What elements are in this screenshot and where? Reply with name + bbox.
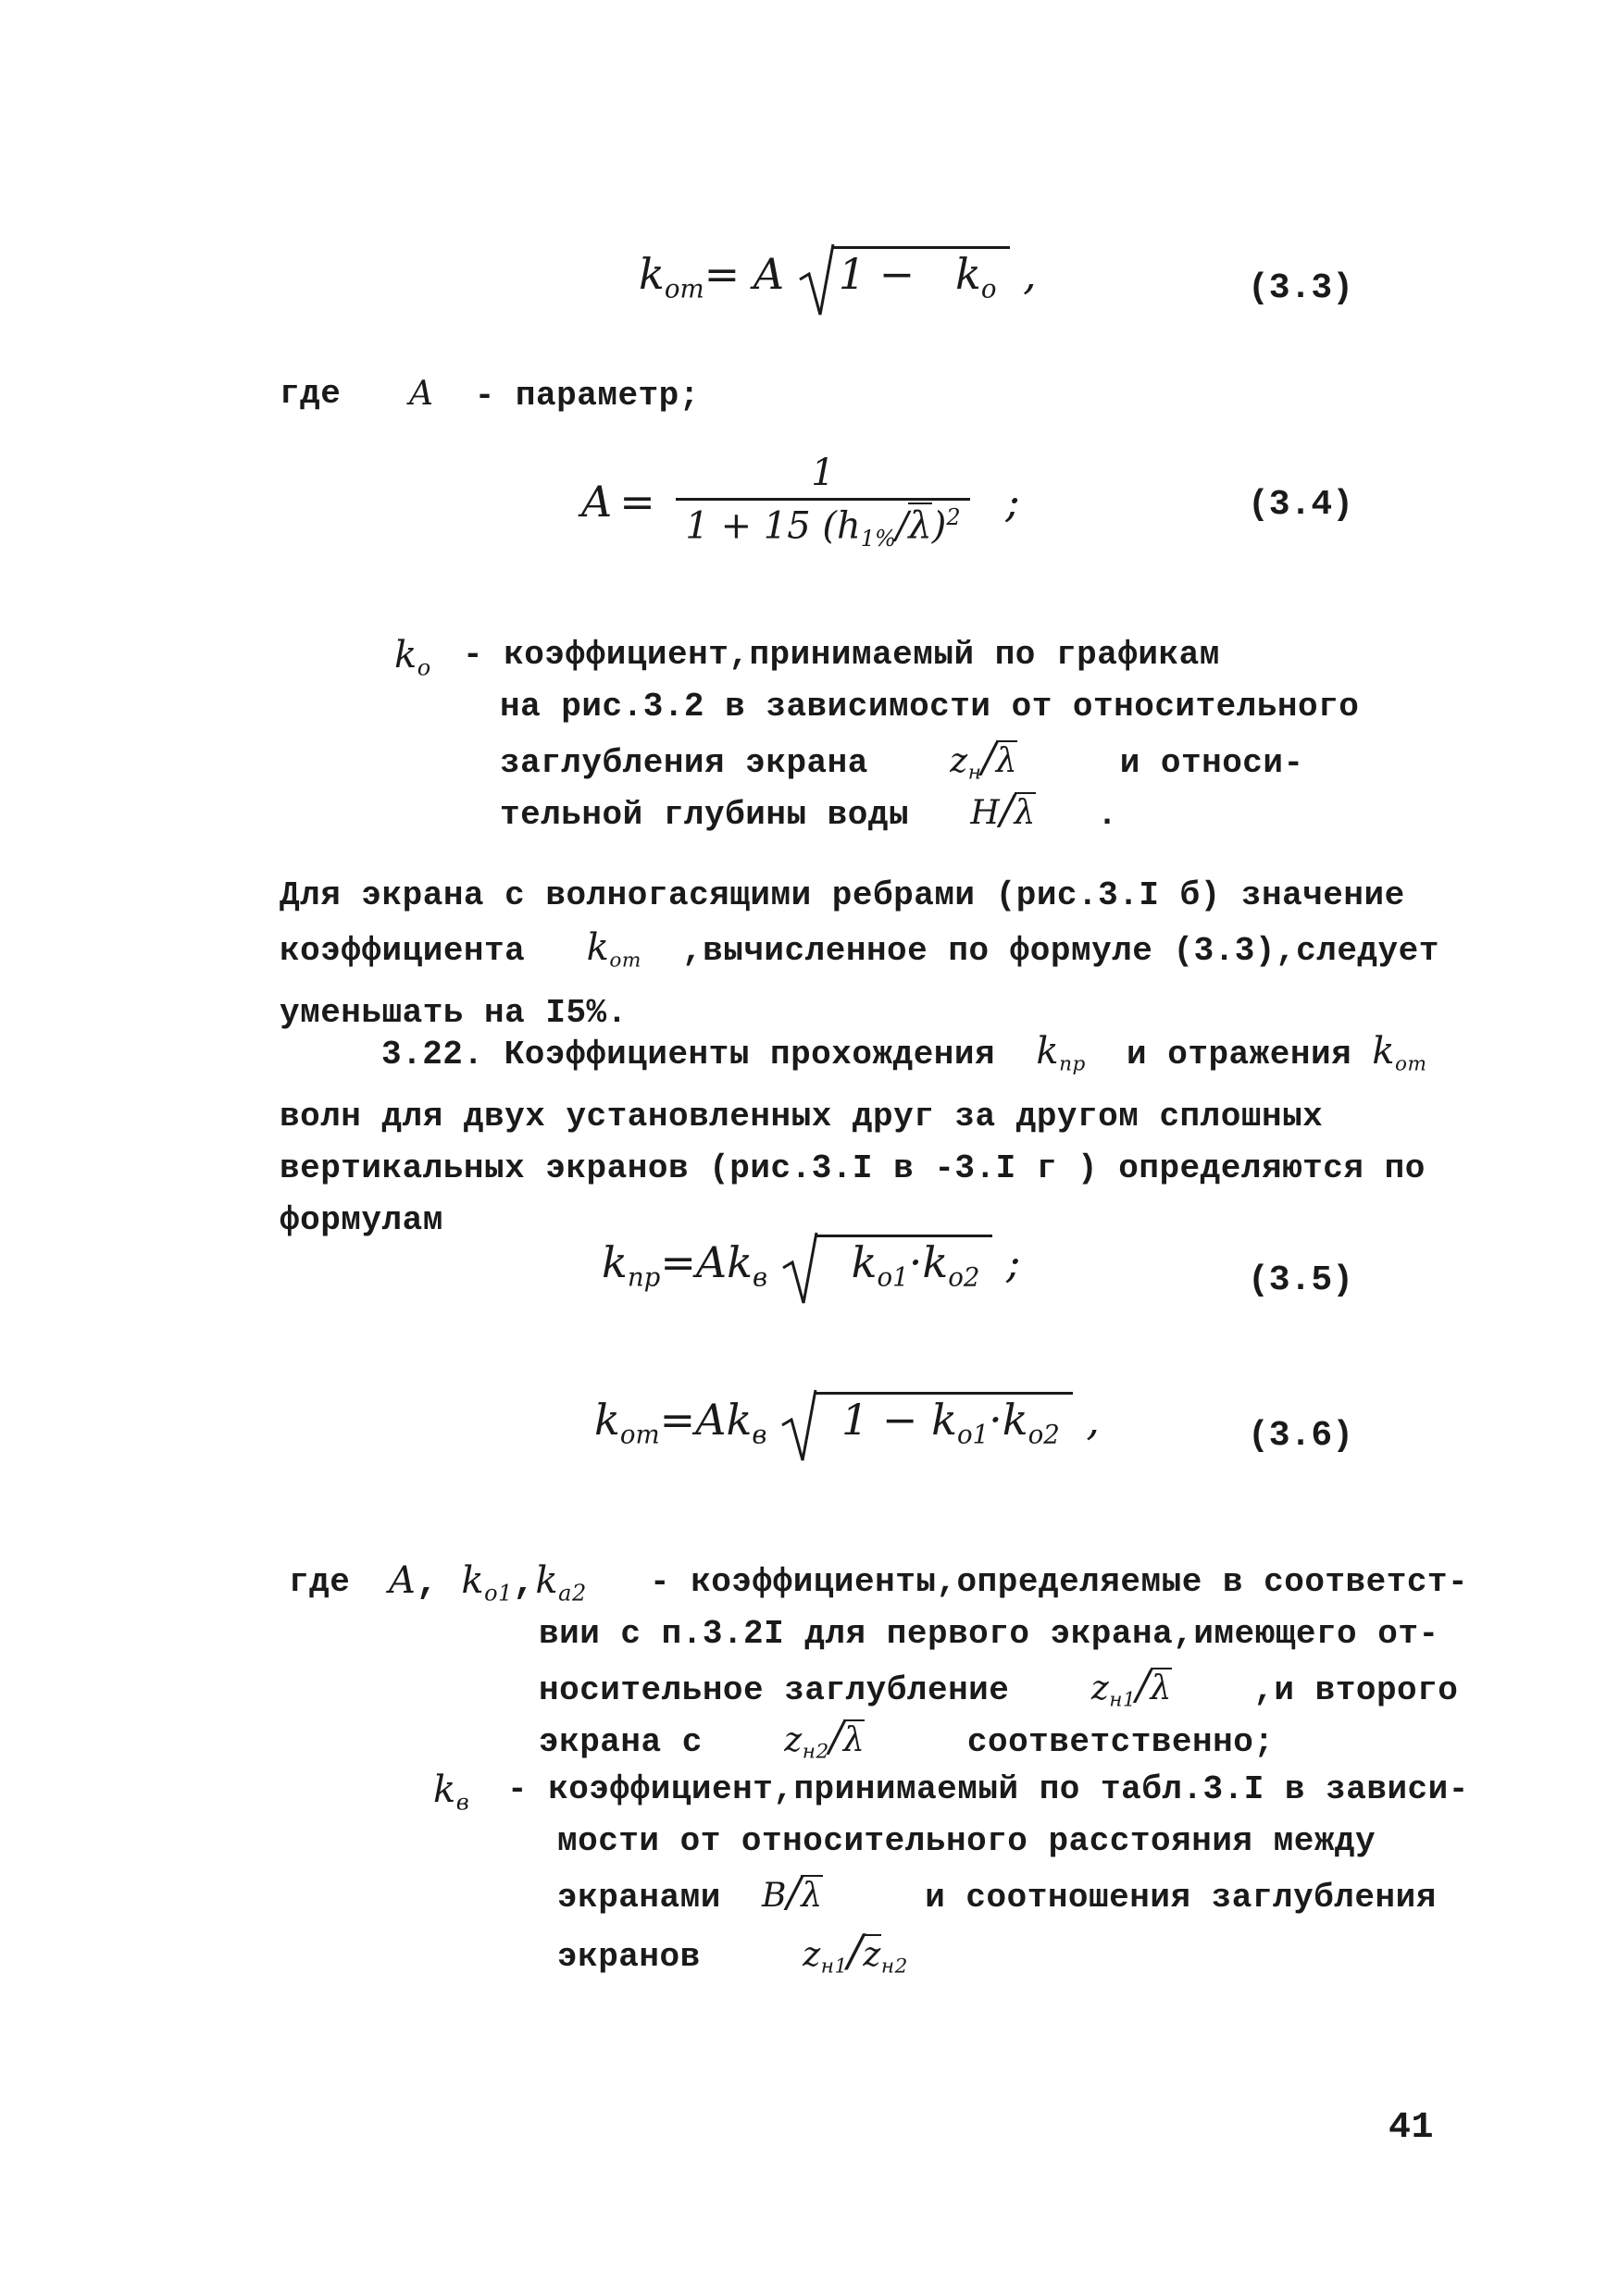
equation-number-3-3: (3.3) bbox=[1248, 268, 1354, 308]
sqrt-radical: $k_{о1}\cdot k_{о2}$ bbox=[781, 1231, 993, 1293]
coefficients-def-line-3: носительное заглубление $z_{н1}/\lambda$ ,и второго bbox=[539, 1662, 1459, 1712]
k0-def-line-3: заглубления экрана $z_н/\lambda$ и относи- bbox=[500, 735, 1304, 785]
k0-def-line-2: на рис.3.2 в зависимости от относительного bbox=[500, 688, 1360, 726]
kv-def-line-4: экранов $z_{н1}/z_{н2}$ bbox=[557, 1925, 908, 1979]
k0-symbol: $k_о$ bbox=[394, 634, 431, 681]
equation-number-3-4: (3.4) bbox=[1248, 485, 1354, 525]
k0-def-line-1: - коэффициент,принимаемый по графикам bbox=[463, 636, 1220, 674]
coefficients-def-line-4: экрана с $z_{н2}/\lambda$ соответственно; bbox=[539, 1714, 1275, 1764]
equation-3-3: $k_{от}= A$ 1 − $k_о$ , bbox=[639, 242, 1037, 304]
coefficients-def-line-2: вии с п.3.2I для первого экрана,имеющего от- bbox=[539, 1615, 1439, 1653]
kv-def-line-3: экранами B/λ и соотношения заглубления bbox=[557, 1869, 1437, 1917]
equation-3-5: $k_{пр}=Ak_в$ $k_{о1}\cdot k_{о2}$ ; bbox=[602, 1231, 1021, 1293]
kv-def-line-1: - коэффициент,принимаемый по табл.3.I в зависи- bbox=[507, 1770, 1469, 1808]
equation-3-6: $k_{от}=Ak_в$ $1 - k_{о1}\cdot k_{о2}$ , bbox=[594, 1388, 1100, 1450]
paragraph-3-22: 3.22. Коэффициенты прохождения $k_{пр}$ и отражения $k_{от}$ волн для двух установленных друг за другом сплошных вертикальных экранов (рис.3.I в -3.I г ) определяются по формулам bbox=[280, 1030, 1427, 1239]
parameter-definition: A - параметр; bbox=[409, 375, 700, 415]
where-label: где bbox=[280, 375, 342, 413]
equation-number-3-5: (3.5) bbox=[1248, 1260, 1354, 1300]
coefficients-def-line-1: - коэффициенты,определяемые в соответст- bbox=[650, 1563, 1469, 1601]
page-number: 41 bbox=[1389, 2107, 1435, 2149]
kv-def-line-2: мости от относительного расстояния между bbox=[557, 1822, 1376, 1860]
equation-3-4: A = $\frac{1}{1 + 15 (h_{1\%}/\lambda)^2}$ ; bbox=[581, 452, 1020, 552]
where-label-2: где bbox=[289, 1563, 351, 1601]
sqrt-radical: 1 − $k_о$ bbox=[798, 242, 1010, 304]
paragraph-ribs: Для экрана с волногасящими ребрами (рис.3.I б) значение коэффициента $k_{от}$ ,вычисленное по формуле (3.3),следует уменьшать на I5%. bbox=[280, 876, 1439, 1032]
equation-number-3-6: (3.6) bbox=[1248, 1416, 1354, 1456]
sqrt-radical: $1 - k_{о1}\cdot k_{о2}$ bbox=[780, 1388, 1073, 1450]
k0-def-line-4: тельной глубины воды H/λ . bbox=[500, 787, 1118, 834]
coefficients-symbols: A, $k_{о1},k_{а2}$ bbox=[389, 1559, 587, 1607]
kv-symbol: $k_в$ bbox=[433, 1769, 470, 1816]
